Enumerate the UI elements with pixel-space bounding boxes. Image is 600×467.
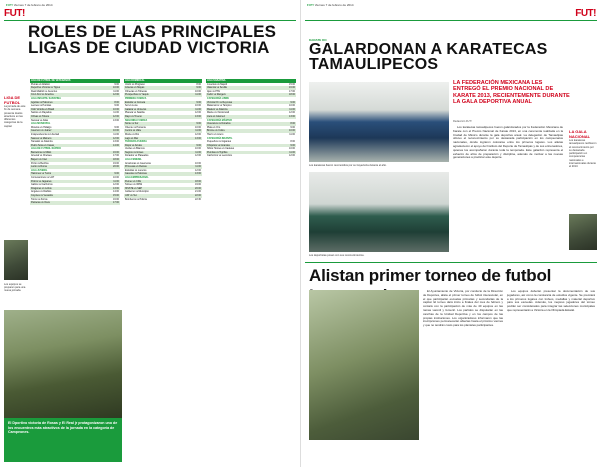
match-time: 12:00 [195,154,201,158]
match-time: 10:00 [113,107,119,111]
match-time: 16:00 [289,86,295,90]
match-time: 16:00 [113,150,119,154]
match-time: 8:00 [290,122,295,126]
match-teams: Halcones vs Tuzos [31,172,52,176]
match-teams: Rojos vs Azules [125,143,142,147]
schedule-subheader: TERCERA FUERZA [125,140,147,144]
match-time: 11:00 [195,165,201,169]
match-time: 11:00 [195,150,201,154]
match-time: 13:00 [195,172,201,176]
karate-gym-photo [309,172,449,252]
match-teams: Real Madrid vs Juventus [31,89,58,93]
match-time: 13:00 [113,118,119,122]
match-teams: Amazonas vs Guerreras [125,161,151,165]
match-teams: Porto vs Benfica [31,161,49,165]
match-teams: Águilas vs Halcones [31,100,53,104]
match-teams: Juventus vs Napoli [207,82,228,86]
match-teams: Rayo vs Trueno [125,114,142,118]
match-teams: Monte vs Río [125,132,140,136]
match-teams: Mante vs Xicoténcatl [207,111,230,115]
match-time: 13:00 [113,140,119,144]
match-teams: Gobierno vs Municipio [125,190,149,194]
schedule-row [206,154,296,158]
match-teams: Bomberos vs Policía [125,197,147,201]
football-subhead: Alistan primer torneo de futbol [309,266,552,285]
match-teams: Santos vs Rayados [31,111,52,115]
match-time: 9:00 [114,82,119,86]
match-time: 10:00 [113,129,119,133]
schedule-subheader: CATEGORÍA LIBRE [207,96,229,100]
match-time: 13:00 [113,186,119,190]
schedule-subheader: LIGA JUVENIL [31,168,48,172]
match-time: 11:00 [289,107,295,111]
match-teams: ISSSTE vs SEP [125,186,143,190]
match-teams: Centro vs Valle [125,129,142,133]
schedule-subheader: CATEGORÍA INFANTIL [207,136,233,140]
schedule-subheader: SEGUNDA FUERZA [125,118,148,122]
karate-deck: LA FEDERACIÓN MEXICANA LES ENTREGÓ EL PREMIO NACIONAL DE KARATE 2013, RECIENTEMENTE DURANTE LA GALA DEPORTIVA ANUAL [453,80,570,105]
match-time: 15:00 [113,194,119,197]
schedule-subheader: LIGA DE FUTBOL RÁPIDO [31,147,61,151]
match-teams: Tamatán vs Altamira [31,140,53,144]
right-brand-logo: FUT! [575,8,596,19]
match-time: 10:00 [289,104,295,108]
schedule-column-1 [30,79,120,205]
match-teams: Potros vs Jaguares [31,179,52,183]
match-time: 11:00 [113,179,119,183]
match-time: 22:30 [195,197,201,201]
match-teams: Matamoros vs Tampico [207,104,232,108]
match-teams: Pumas vs Atlético [31,82,50,86]
right-sidebar [569,130,597,169]
schedule-column-2 [124,79,202,201]
karate-headline: GALARDONAN A KARATECAS TAMAULIPECOS [309,41,548,74]
match-time: 21:00 [195,190,201,194]
match-teams: Necaxa vs Atlas [31,118,49,122]
match-teams: Telmex vs IMSS [125,183,143,187]
match-time: 8:00 [290,140,295,144]
match-time: 9:00 [196,143,201,147]
match-time: 18:00 [113,158,119,162]
match-time: 15:00 [289,82,295,86]
match-teams: Arsenal vs Chelsea [31,154,52,158]
match-time: 11:00 [195,129,201,133]
schedule-header: LIGA SABATINA [206,79,296,83]
karate-kicker: KARATE DO [309,38,327,42]
match-teams: Guerrero vs Juárez [31,129,52,133]
match-teams: Llera vs Güémez [207,114,226,118]
match-teams: Dorados vs Plateados [125,154,149,158]
match-teams: Correcaminos vs UAT [31,176,55,180]
karate-byline: Redacción FUT! [453,120,472,123]
match-teams: Toros vs Zorros [31,197,48,201]
match-time: 12:00 [289,111,295,115]
schedule-subheader: LIGA INFANTIL SABATINA [31,96,61,100]
match-teams: Pequeños vs Gigantes [207,140,232,144]
match-teams: Estrella vs Cometa [125,100,146,104]
match-time: 10:00 [195,125,201,129]
match-time: 11:00 [195,107,201,111]
match-teams: Panteras vs Osos [31,201,50,205]
match-time: 11:00 [113,111,119,115]
match-teams: Pemex vs CFE [125,179,141,183]
match-teams: Lago vs Mar [125,136,139,140]
football-body-col2: Los equipos deberán presentar la documentación de sus jugadores, así como la constancia de estudios vigente. Se premiará a los primeros lugares con trofeos, medallas y material deportivo para sus escuelas. Además, los mejores jugadores del torneo podrán ser considerados para integrar las selecciones municipales que representarán a Victoria en la Olimpiada Estatal. [507,289,595,312]
match-teams: Verdes vs Blancos [125,147,145,151]
match-time: 20:00 [195,186,201,190]
match-time: 10:00 [113,176,119,180]
match-time: 12:00 [113,136,119,140]
match-teams: Bronce vs Cobre [207,129,225,133]
left-side-photo [4,240,28,280]
match-teams: Norte vs Sur [125,122,139,126]
left-photo-caption-box: El Dportivo victoria de Rosas y El Real jr protagonizaron uno de los encuentros más atractivos de la jornada en la categoría de Campeones. [4,418,122,462]
match-time: 10:00 [289,147,295,151]
match-time: 9:00 [114,104,119,108]
match-time: 13:00 [289,114,295,118]
match-time: 10:00 [195,89,201,93]
match-time: 20:00 [113,165,119,169]
match-teams: Veteranos vs Dorados [207,122,231,126]
schedule-header: LIGA DOMINICAL [124,79,202,83]
match-teams: Princesas vs Reinas [125,165,147,169]
schedule-subheader: CATEGORÍA MÁSTER [207,118,232,122]
match-time: 9:00 [114,125,119,129]
schedule-column-3 [206,79,296,158]
match-time: 12:00 [113,183,119,187]
match-time: 11:00 [289,132,295,136]
match-time: 12:00 [195,132,201,136]
match-teams: Negros vs Grises [125,150,144,154]
match-teams: Celtic vs Rangers [207,93,226,97]
left-side-caption: Los equipos se preparan para una nueva jornada. [4,283,26,293]
match-teams: Pumitas vs Tigrillos [207,150,228,154]
match-teams: Chiquitos vs Grandes [207,143,230,147]
match-teams: Madero vs Altamira [207,107,228,111]
match-teams: Estrellas vs Luceros [125,168,147,172]
match-time: 8:00 [114,100,119,104]
match-time: 13:00 [195,114,201,118]
match-teams: Galaxia vs Universo [125,107,147,111]
karate-gym-caption: Los deportistas posan con sus reconocimientos. [309,254,365,257]
match-time: 9:00 [196,86,201,90]
match-time: 16:00 [113,197,119,201]
right-page [300,0,600,467]
match-teams: Deportivo Victoria vs Tigres [31,86,61,90]
match-time: 9:00 [196,100,201,104]
match-time: 11:00 [289,150,295,154]
match-teams: UAT vs Tec [125,194,137,197]
schedule-subheader: LIGA FEMENIL [125,158,142,162]
schedule-subheader: LIGA MUNICIPAL [31,122,51,126]
match-time: 10:00 [113,86,119,90]
karate-body: Los karatecas tamaulipecos fueron galardonados por la Federación Mexicana de Karate con el Premio Nacional de Karate 2013, en una ceremonia realizada en la Ciudad de México durante la gala deportiva anual. La delegación de Tamaulipas obtuvo el reconocimiento por su destacada participación en los campeonatos nacionales, donde lograron colocarse entre los primeros lugares. Los atletas agradecieron el apoyo del Instituto del Deporte de Tamaulipas y de sus entrenadores, quienes los acompañaron durante toda la temporada. Este galardón representa el esfuerzo de años de preparación y disciplina, además de motivar a las nuevas generaciones a practicar este deporte. [453,125,563,160]
match-time: 11:00 [113,132,119,136]
left-brand-logo: FUT! [4,8,25,19]
match-teams: Oriente vs Poniente [125,125,146,129]
match-teams: Sol vs Luna [125,104,138,108]
match-time: 22:00 [195,194,201,197]
match-teams: Club Victoria vs Brasil [31,107,55,111]
match-teams: Unión vs Progreso [125,82,145,86]
match-time: 11:00 [113,89,119,93]
right-side-photo [569,214,597,250]
match-time: 12:00 [195,111,201,115]
match-teams: Cruz Azul vs América [31,93,54,97]
match-teams: Planeta vs Satélite [125,111,145,115]
match-time: 10:00 [195,147,201,151]
match-teams: Cachorros vs Leoncitos [207,154,232,158]
football-body-col1: El Ayuntamiento de Victoria, por conducto de la Dirección de Deportes, alista el primer torneo de futbol interescolar, en el que participarán escuelas primarias y secundarias de la capital. El torneo dará inicio a finales del mes de febrero y contará con la participación de más de 40 equipos en las ramas varonil y femenil. Los partidos se disputarán en las canchas de la Unidad Deportiva y en los campos de las propias instituciones. Los organizadores informaron que las inscripciones permanecerán abiertas hasta el próximo viernes y que no tendrán costo para los planteles participantes. [423,289,503,328]
match-time: 17:00 [289,89,295,93]
right-top-rule [305,20,597,21]
match-time: 8:00 [196,82,201,86]
match-time: 19:00 [113,161,119,165]
match-time: 12:00 [289,154,295,158]
match-time: 14:00 [113,143,119,147]
schedule-row [124,198,202,202]
match-teams: Victoria FC vs Reynosa [207,100,232,104]
schedule-subheader: PRIMERA FUERZA [125,96,147,100]
match-time: 13:00 [195,136,201,140]
match-time: 12:00 [195,168,201,172]
match-teams: Aztecas vs Mayas [125,86,145,90]
match-time: 18:00 [195,179,201,183]
match-time: 17:00 [113,154,119,158]
match-time: 9:00 [114,172,119,176]
match-teams: Plata vs Oro [207,125,221,129]
match-time: 14:00 [113,190,119,194]
match-time: 9:00 [196,122,201,126]
match-teams: Dragones vs Lobos [31,186,52,190]
match-teams: Valencia vs Sevilla [207,86,227,90]
match-time: 10:00 [195,104,201,108]
left-sidebar-text: La jornada de este fin de semana presenta duelos atractivos en las diferentes categorías de la capital. [4,105,26,128]
right-sidebar-label: LA GALA NACIONAL [569,129,591,139]
match-teams: Ajax vs PSV [207,89,221,93]
schedule-subheader: LIGA EMPRESARIAL [125,176,149,180]
match-time: 11:00 [195,93,201,97]
match-teams: Gacelas vs Palomas [125,172,147,176]
schedule-row [30,201,120,205]
match-time: 12:00 [113,114,119,118]
match-teams: Independencia vs Libertad [31,132,60,136]
match-teams: Purépechas vs Yaquis [125,93,149,97]
left-top-rule [4,20,296,21]
right-folio: FUT! Viernes 7 de febrero de 2014 [307,3,354,7]
match-teams: Barcelona vs Milán [31,150,52,154]
football-kids-photo [309,290,419,440]
left-folio: FUT! Viernes 7 de febrero de 2014 [6,3,53,7]
match-teams: Lazio vs Roma [31,165,47,169]
left-headline: ROLES DE LAS PRINCIPALES LIGAS DE CIUDAD VICTORIA [28,22,277,58]
match-teams: Pedro Sosa vs Casas [31,143,54,147]
match-time: 17:00 [113,201,119,205]
match-time: 9:00 [290,100,295,104]
left-sidebar [4,96,28,128]
match-teams: Bayern vs Inter [31,158,48,162]
match-teams: Leones vs Pumitas [31,104,52,108]
match-teams: Ángeles vs Diablos [31,190,52,194]
left-sidebar-label: LIGA DE FUTBOL [4,95,21,105]
right-mid-rule [305,262,597,263]
match-time: 19:00 [195,183,201,187]
match-teams: Niños Héroes vs Cadetes [207,147,235,151]
match-teams: Sauces vs Mainero [31,136,52,140]
match-teams: Coyotes vs Venados [31,194,53,197]
left-main-photo [4,310,122,418]
match-teams: Chivas vs Toluca [31,114,49,118]
right-sidebar-text: Los karatecas tamaulipecos recibieron el reconocimiento por su destacada participación en competencias nacionales e internacionales durante el 2013. [569,139,597,169]
schedule-header: LIGA DE FUTBOL DE VETERANOS [30,79,120,83]
match-time: 9:00 [290,125,295,129]
karate-photo-caption: Los karatecas fueron reconocidos por su trayectoria durante el año. [309,164,387,167]
match-time: 18:00 [289,93,295,97]
match-time: 9:00 [290,143,295,147]
match-time: 10:00 [195,161,201,165]
match-teams: Gallos vs Cachorros [31,183,53,187]
match-teams: Hierro vs Acero [207,132,224,136]
match-time: 12:00 [113,93,119,97]
match-teams: Morelos vs Hidalgo [31,125,52,129]
karate-team-photo [309,82,449,162]
match-time: 10:00 [289,129,295,133]
match-teams: Olmecas vs Toltecas [125,89,147,93]
